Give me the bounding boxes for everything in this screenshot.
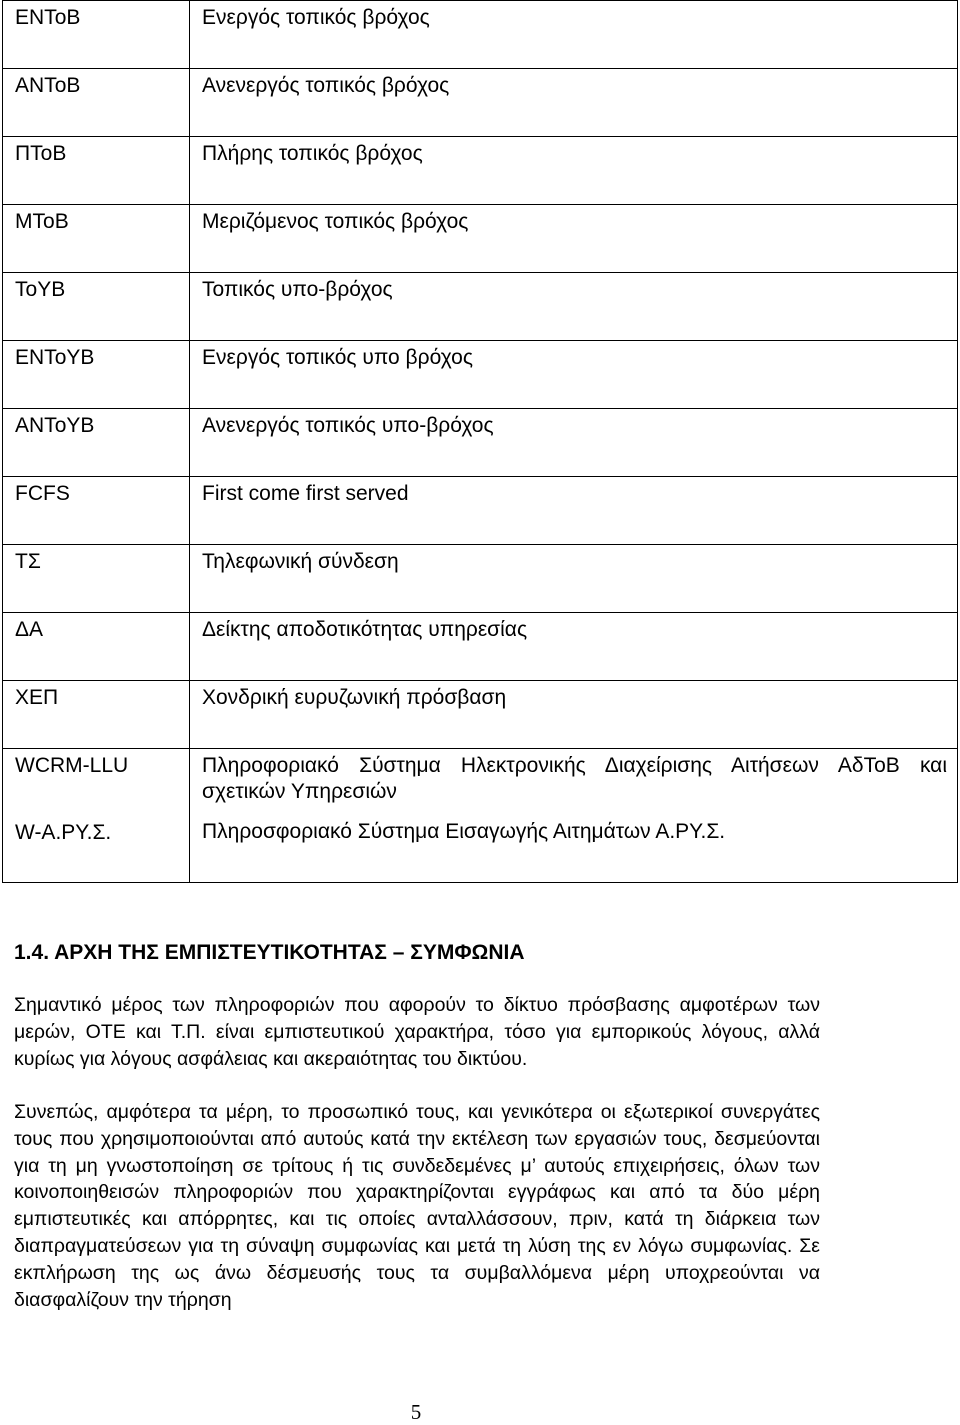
definition-text: Πληροσφοριακό Σύστημα Εισαγωγής Αιτημάτων Α.ΡΥ.Σ. xyxy=(202,820,726,843)
body-paragraph: Σημαντικό μέρος των πληροφοριών που αφορούν το δίκτυο πρόσβασης αμφοτέρων των μερών, ΟΤΕ και Τ.Π. είναι εμπιστευτικού χαρακτήρα, τόσο για εμπορικούς λόγους, αλλά κυρίως για λόγους ασφάλειας και ακεραιότητας του δικτύου. xyxy=(14,994,820,1070)
abbreviation-label: W-A.ΡΥ.Σ. xyxy=(15,821,112,844)
definition-cell: Ανενεργός τοπικός υπο-βρόχος xyxy=(190,409,958,477)
abbreviation-label: WCRM-LLU xyxy=(15,754,129,777)
abbreviation-cell: ΕΝΤοΥΒ xyxy=(3,341,190,409)
table-row xyxy=(3,681,958,749)
table-row xyxy=(3,69,958,137)
abbreviation-cell: ΑΝΤοΥΒ xyxy=(3,409,190,477)
table-row xyxy=(3,613,958,681)
definition-cell: First come first served xyxy=(190,477,958,545)
abbreviations-table xyxy=(2,0,958,883)
body-paragraph: Συνεπώς, αμφότερα τα μέρη, το προσωπικό τους, και γενικότερα οι εξωτερικοί συνεργάτες τους που χρησιμοποιούνται από αυτούς κατά την εκτέλεση των εργασιών τους, δεσμεύονται για τη μη γνωστοποίηση σε τρίτους ή τις συνδεδεμένες μ’ αυτούς επιχειρήσεις, όλων των κοινοποιηθεισών πληροφοριών που χαρακτηρίζονται εγγράφως και από τα δύο μέρη εμπιστευτικές και απόρρητες, και τις οποίες ανταλλάσσουν, πριν, κατά τη διάρκεια των διαπραγματεύσεων για τη σύναψη συμφωνίας και μετά τη λύση της εν λόγω συμφωνίας. Σε εκπλήρωση της ως άνω δέσμευσής τους τα συμβαλλόμενα μέρη υποχρεούνται να διασφαλίζουν την τήρηση xyxy=(14,1101,820,1311)
table-row xyxy=(3,273,958,341)
definition-cell: Μεριζόμενος τοπικός βρόχος xyxy=(190,205,958,273)
section-heading: 1.4. ΑΡΧΗ ΤΗΣ ΕΜΠΙΣΤΕΥΤΙΚΟΤΗΤΑΣ – ΣΥΜΦΩΝΙΑ xyxy=(14,941,525,964)
definition-cell-group xyxy=(190,749,958,883)
definition-cell: Ενεργός τοπικός βρόχος xyxy=(190,1,958,69)
table-row xyxy=(3,341,958,409)
definition-cell: Ενεργός τοπικός υπο βρόχος xyxy=(190,341,958,409)
definition-cell: Τηλεφωνική σύνδεση xyxy=(190,545,958,613)
abbreviation-cell: FCFS xyxy=(3,477,190,545)
abbreviation-cell: ΠΤοΒ xyxy=(3,137,190,205)
abbreviation-cell: ΕΝΤοΒ xyxy=(3,1,190,69)
abbreviation-cell: ΤΣ xyxy=(3,545,190,613)
abbreviation-cell: ΧΕΠ xyxy=(3,681,190,749)
table-row xyxy=(3,1,958,69)
table-row xyxy=(3,749,958,883)
abbreviation-cell: ΑΝΤοΒ xyxy=(3,69,190,137)
definition-cell: Ανενεργός τοπικός βρόχος xyxy=(190,69,958,137)
table-row xyxy=(3,477,958,545)
definition-cell: Δείκτης αποδοτικότητας υπηρεσίας xyxy=(190,613,958,681)
abbreviation-cell: ΤοΥΒ xyxy=(3,273,190,341)
definition-cell: Χονδρική ευρυζωνική πρόσβαση xyxy=(190,681,958,749)
abbreviation-cell: ΔΑ xyxy=(3,613,190,681)
definition-cell: Πλήρης τοπικός βρόχος xyxy=(190,137,958,205)
abbreviation-cell-group xyxy=(3,749,190,883)
table-row xyxy=(3,137,958,205)
definition-text: Πληροφοριακό Σύστημα Ηλεκτρονικής Διαχείρισης Αιτήσεων ΑδΤοΒ και σχετικών Υπηρεσιών xyxy=(202,754,947,803)
table-row xyxy=(3,409,958,477)
table-row xyxy=(3,545,958,613)
definition-cell: Τοπικός υπο-βρόχος xyxy=(190,273,958,341)
abbreviation-cell: ΜΤοΒ xyxy=(3,205,190,273)
page-number: 5 xyxy=(410,1400,422,1424)
table-row xyxy=(3,205,958,273)
